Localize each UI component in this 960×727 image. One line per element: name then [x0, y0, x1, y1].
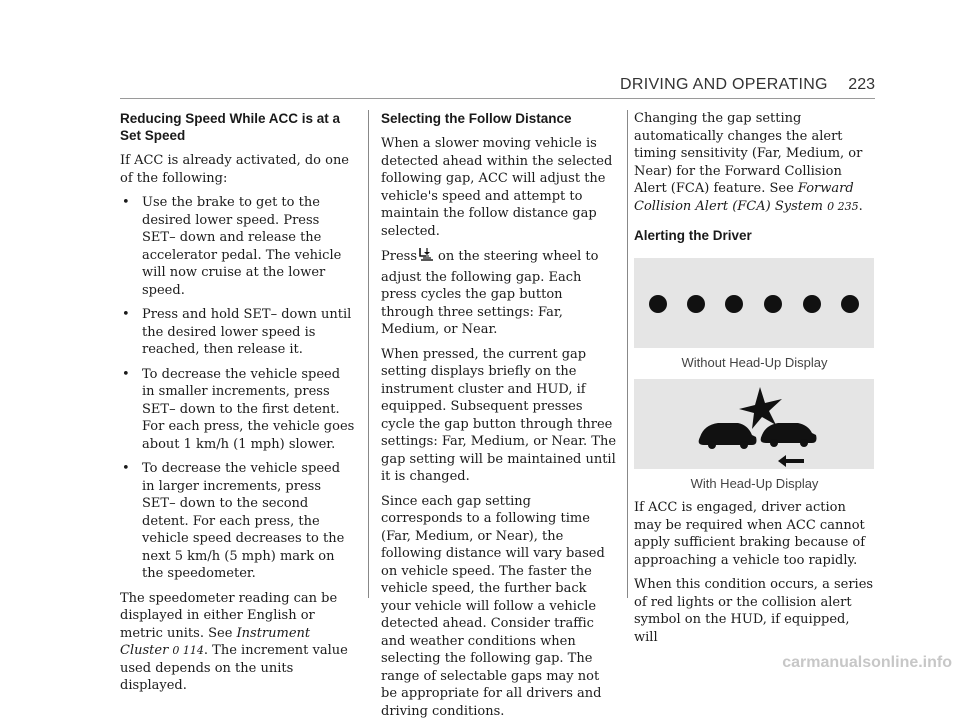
- list-item: • To decrease the vehicle speed in smaller increments, press SET– down to the first detent. For each press, the vehicle goes about 1 km/h (1 mph) slower.: [122, 366, 355, 452]
- follow-gap-icon: [418, 247, 436, 269]
- red-alert-lights-icon: [634, 258, 874, 348]
- paragraph: Since each gap setting corresponds to a following time (Far, Medium, or Near), the following distance will vary based on vehicle speed. The faster the vehicle speed, the further back your vehicle will follow a vehicle detected ahead. Consider traffic and weather conditions when selecting the following gap. The range of selectable gaps may not be appropriate for all drivers and driving conditions.: [381, 493, 605, 719]
- collision-alert-icon: [634, 379, 874, 469]
- section-title: DRIVING AND OPERATING: [620, 76, 828, 93]
- paragraph: Press on the steering wheel to adjust the following gap. Each press cycles the gap button through three settings: Far, Medium, or Near.: [381, 249, 599, 337]
- figure-caption: Without Head-Up Display: [681, 355, 828, 370]
- bullet-list: [120, 194, 355, 583]
- list-item: • Use the brake to get to the desired lower speed. Press SET– down and release the accelerator pedal. The vehicle will now cruise at the lower speed.: [122, 195, 342, 298]
- paragraph: When this condition occurs, a series of red lights or the collision alert symbol on the HUD, if equipped, will: [634, 577, 874, 645]
- paragraph: If ACC is engaged, driver action may be required when ACC cannot apply sufficient braking because of approaching a vehicle too rapidly.: [634, 500, 866, 568]
- page-number: 223: [848, 76, 875, 93]
- paragraph: If ACC is already activated, do one of the following:: [120, 153, 350, 186]
- bullet-icon: •: [122, 307, 130, 322]
- watermark: carmanualsonline.info: [782, 654, 952, 671]
- figure-without-hud: [634, 258, 874, 348]
- list-item: • Press and hold SET– down until the desired lower speed is reached, then release it.: [122, 307, 352, 357]
- header-rule: [120, 98, 875, 99]
- page-header: [620, 76, 875, 98]
- figure-caption: With Head-Up Display: [690, 475, 819, 491]
- paragraph: Changing the gap setting automatically changes the alert timing sensitivity (Far, Medium, or Near) for the Forward Collision Alert (FCA) feature. See Forward Collision Alert (FCA) System 0 235.: [634, 111, 863, 214]
- column-2: [381, 110, 616, 727]
- section-heading: Alerting the Driver: [634, 228, 752, 243]
- cross-reference-link[interactable]: Instrument Cluster: [120, 625, 311, 658]
- column-3: [634, 110, 875, 653]
- page-reference[interactable]: 0 235: [827, 199, 859, 213]
- bullet-icon: •: [122, 461, 130, 476]
- column-divider: [368, 110, 369, 598]
- section-heading: Reducing Speed While ACC is at a Set Speed: [120, 111, 341, 143]
- paragraph: The speedometer reading can be displayed in either English or metric units. See Instrument Cluster 0 114. The increment value used depends on the units displayed.: [120, 590, 348, 693]
- figure-with-hud: [634, 379, 874, 469]
- column-1: [120, 110, 355, 702]
- list-item: • To decrease the vehicle speed in larger increments, press SET– down to the second detent. For each press, the vehicle speed decreases to the next 5 km/h (5 mph) mark on the speedometer.: [122, 461, 345, 581]
- cross-reference-link[interactable]: Forward Collision Alert (FCA) System: [634, 181, 854, 214]
- bullet-icon: •: [122, 366, 130, 382]
- paragraph: When a slower moving vehicle is detected ahead within the selected following gap, ACC will adjust the vehicle's speed and attempt to maintain the follow distance gap selected.: [381, 136, 613, 239]
- column-divider: [627, 110, 628, 598]
- page-reference[interactable]: 0 114: [172, 644, 204, 657]
- section-heading: Selecting the Follow Distance: [381, 111, 572, 126]
- bullet-icon: •: [122, 195, 130, 210]
- paragraph: When pressed, the current gap setting displays briefly on the instrument cluster and HUD, if equipped. Subsequent presses cycle the gap button through three settings: Far, Medium, or Near. The gap setting will be maintained until it is changed.: [381, 346, 617, 484]
